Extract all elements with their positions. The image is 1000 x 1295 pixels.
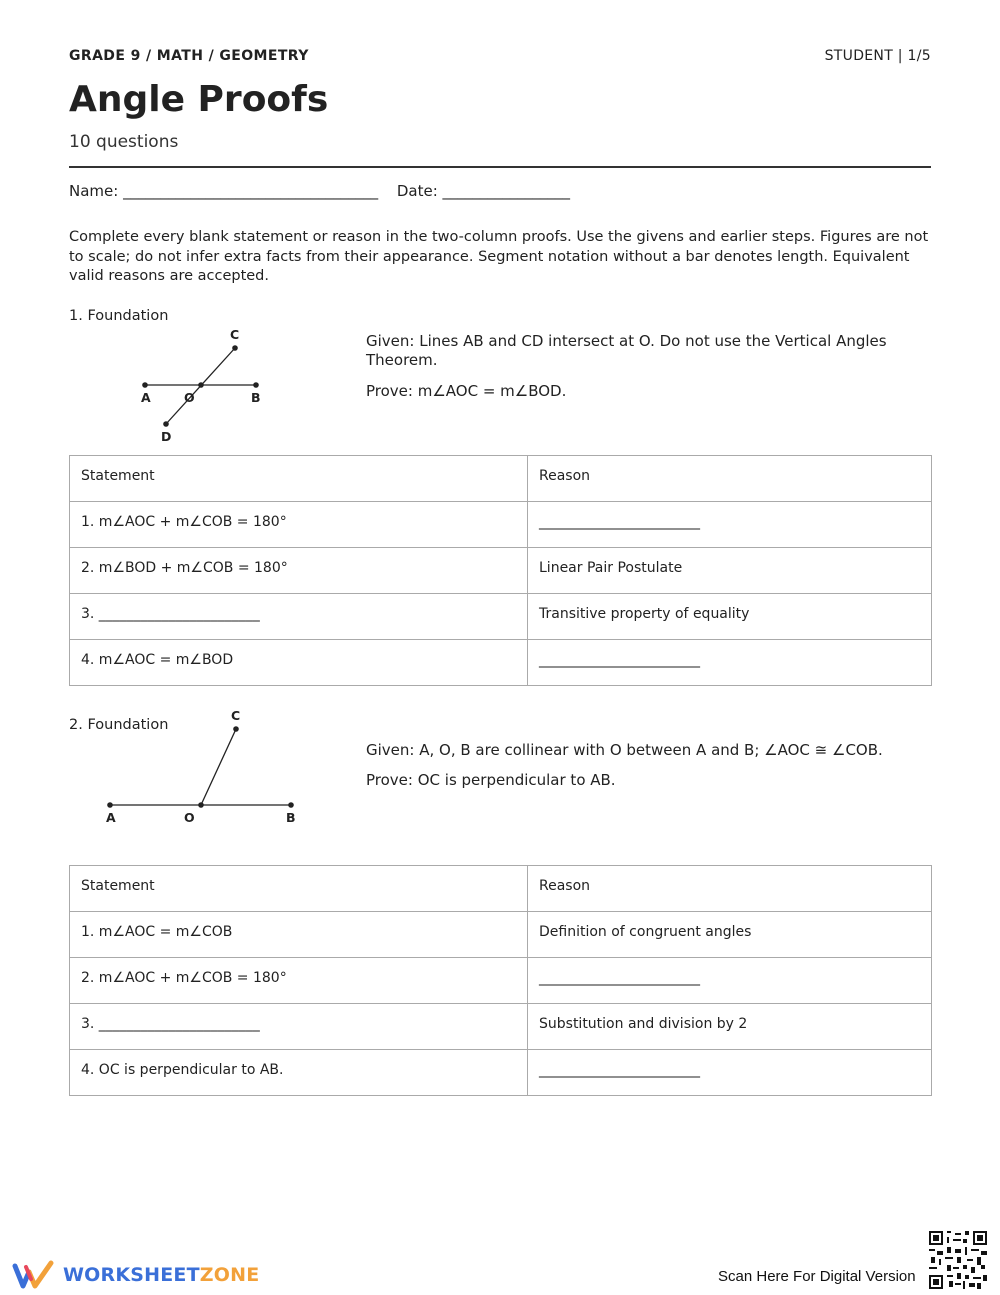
qr-code-icon[interactable] (929, 1231, 987, 1289)
reason-blank[interactable]: _______________________ (528, 639, 932, 685)
point-o (198, 382, 204, 388)
logo-wordmark (63, 1264, 259, 1286)
statement-blank[interactable]: 3. _______________________ (70, 1003, 528, 1049)
reason-blank[interactable]: _______________________ (528, 957, 932, 1003)
point-d (163, 421, 169, 427)
question-2 (69, 707, 931, 1116)
logo-mark-icon (13, 1260, 55, 1290)
table-row (70, 639, 932, 685)
reason-cell: Transitive property of equality (528, 593, 932, 639)
label-c: C (230, 326, 240, 342)
point-b (253, 382, 259, 388)
name-field[interactable]: Name: __________________________________ (69, 182, 379, 200)
reason-cell: Linear Pair Postulate (528, 547, 932, 593)
table-row (70, 547, 932, 593)
figure-intersecting-lines (69, 315, 359, 445)
question-heading: 2. Foundation (69, 716, 169, 733)
date-field[interactable]: Date: _________________ (396, 182, 571, 200)
label-a: A (106, 809, 116, 825)
page-info: STUDENT | 1/5 (824, 48, 931, 64)
table-row (70, 911, 932, 957)
question-heading: 1. Foundation (69, 307, 169, 324)
label-o: O (184, 809, 195, 825)
statement-cell: 4. OC is perpendicular to AB. (70, 1049, 528, 1095)
point-a (107, 802, 113, 808)
logo-word-worksheet: WORKSHEET (63, 1264, 200, 1286)
statement-blank[interactable]: 3. _______________________ (70, 593, 528, 639)
worksheet-page (69, 48, 931, 1116)
header-divider (69, 166, 931, 168)
given-text: Given: Lines AB and CD intersect at O. Do not use the Vertical Angles Theorem. (366, 331, 887, 369)
statement-cell: 4. m∠AOC = m∠BOD (70, 639, 528, 685)
prove-text: Prove: m∠AOC = m∠BOD. (366, 381, 567, 400)
header-topline (69, 48, 931, 70)
table-header-row (70, 865, 932, 911)
reason-header: Reason (528, 455, 932, 501)
name-date-line (69, 181, 931, 201)
given-text: Given: A, O, B are collinear with O between A and B; ∠AOC ≅ ∠COB. (366, 740, 883, 759)
statement-header: Statement (70, 865, 528, 911)
question-count: 10 questions (69, 132, 179, 152)
breadcrumb: GRADE 9 / MATH / GEOMETRY (69, 48, 309, 64)
given-prove (366, 332, 926, 413)
logo-word-zone: ZONE (199, 1264, 260, 1286)
figure-ray-oc (69, 707, 359, 844)
proof-table (69, 865, 932, 1096)
table-row (70, 1003, 932, 1049)
scan-caption: Scan Here For Digital Version (718, 1268, 916, 1285)
statement-cell: 2. m∠BOD + m∠COB = 180° (70, 547, 528, 593)
point-o (198, 802, 204, 808)
statement-cell: 1. m∠AOC = m∠COB (70, 911, 528, 957)
label-o: O (184, 389, 195, 405)
point-c (233, 726, 239, 732)
table-row (70, 501, 932, 547)
label-b: B (251, 389, 261, 405)
table-row (70, 1049, 932, 1095)
table-row (70, 957, 932, 1003)
point-c (232, 345, 238, 351)
statement-header: Statement (70, 455, 528, 501)
prove-text: Prove: OC is perpendicular to AB. (366, 771, 616, 789)
table-header-row (70, 455, 932, 501)
instructions: Complete every blank statement or reason in the two-column proofs. Use the givens and earlier steps. Figures are not to scale; do not infer extra facts from their appearance. Segment notation without a bar denotes length. Equivalent valid reasons are accepted. (69, 229, 929, 284)
ray-oc (201, 729, 236, 805)
question-1 (69, 307, 931, 697)
table-row (70, 593, 932, 639)
label-a: A (141, 389, 151, 405)
label-d: D (161, 428, 172, 444)
reason-blank[interactable]: _______________________ (528, 1049, 932, 1095)
page-title: Angle Proofs (69, 79, 329, 120)
reason-cell: Substitution and division by 2 (528, 1003, 932, 1049)
reason-header: Reason (528, 865, 932, 911)
proof-table (69, 455, 932, 686)
statement-cell: 2. m∠AOC + m∠COB = 180° (70, 957, 528, 1003)
statement-cell: 1. m∠AOC + m∠COB = 180° (70, 501, 528, 547)
given-prove (366, 741, 926, 802)
reason-cell: Definition of congruent angles (528, 911, 932, 957)
point-a (142, 382, 148, 388)
reason-blank[interactable]: _______________________ (528, 501, 932, 547)
label-b: B (286, 809, 296, 825)
point-b (288, 802, 294, 808)
label-c: C (231, 707, 241, 723)
worksheetzone-logo[interactable] (13, 1260, 259, 1290)
